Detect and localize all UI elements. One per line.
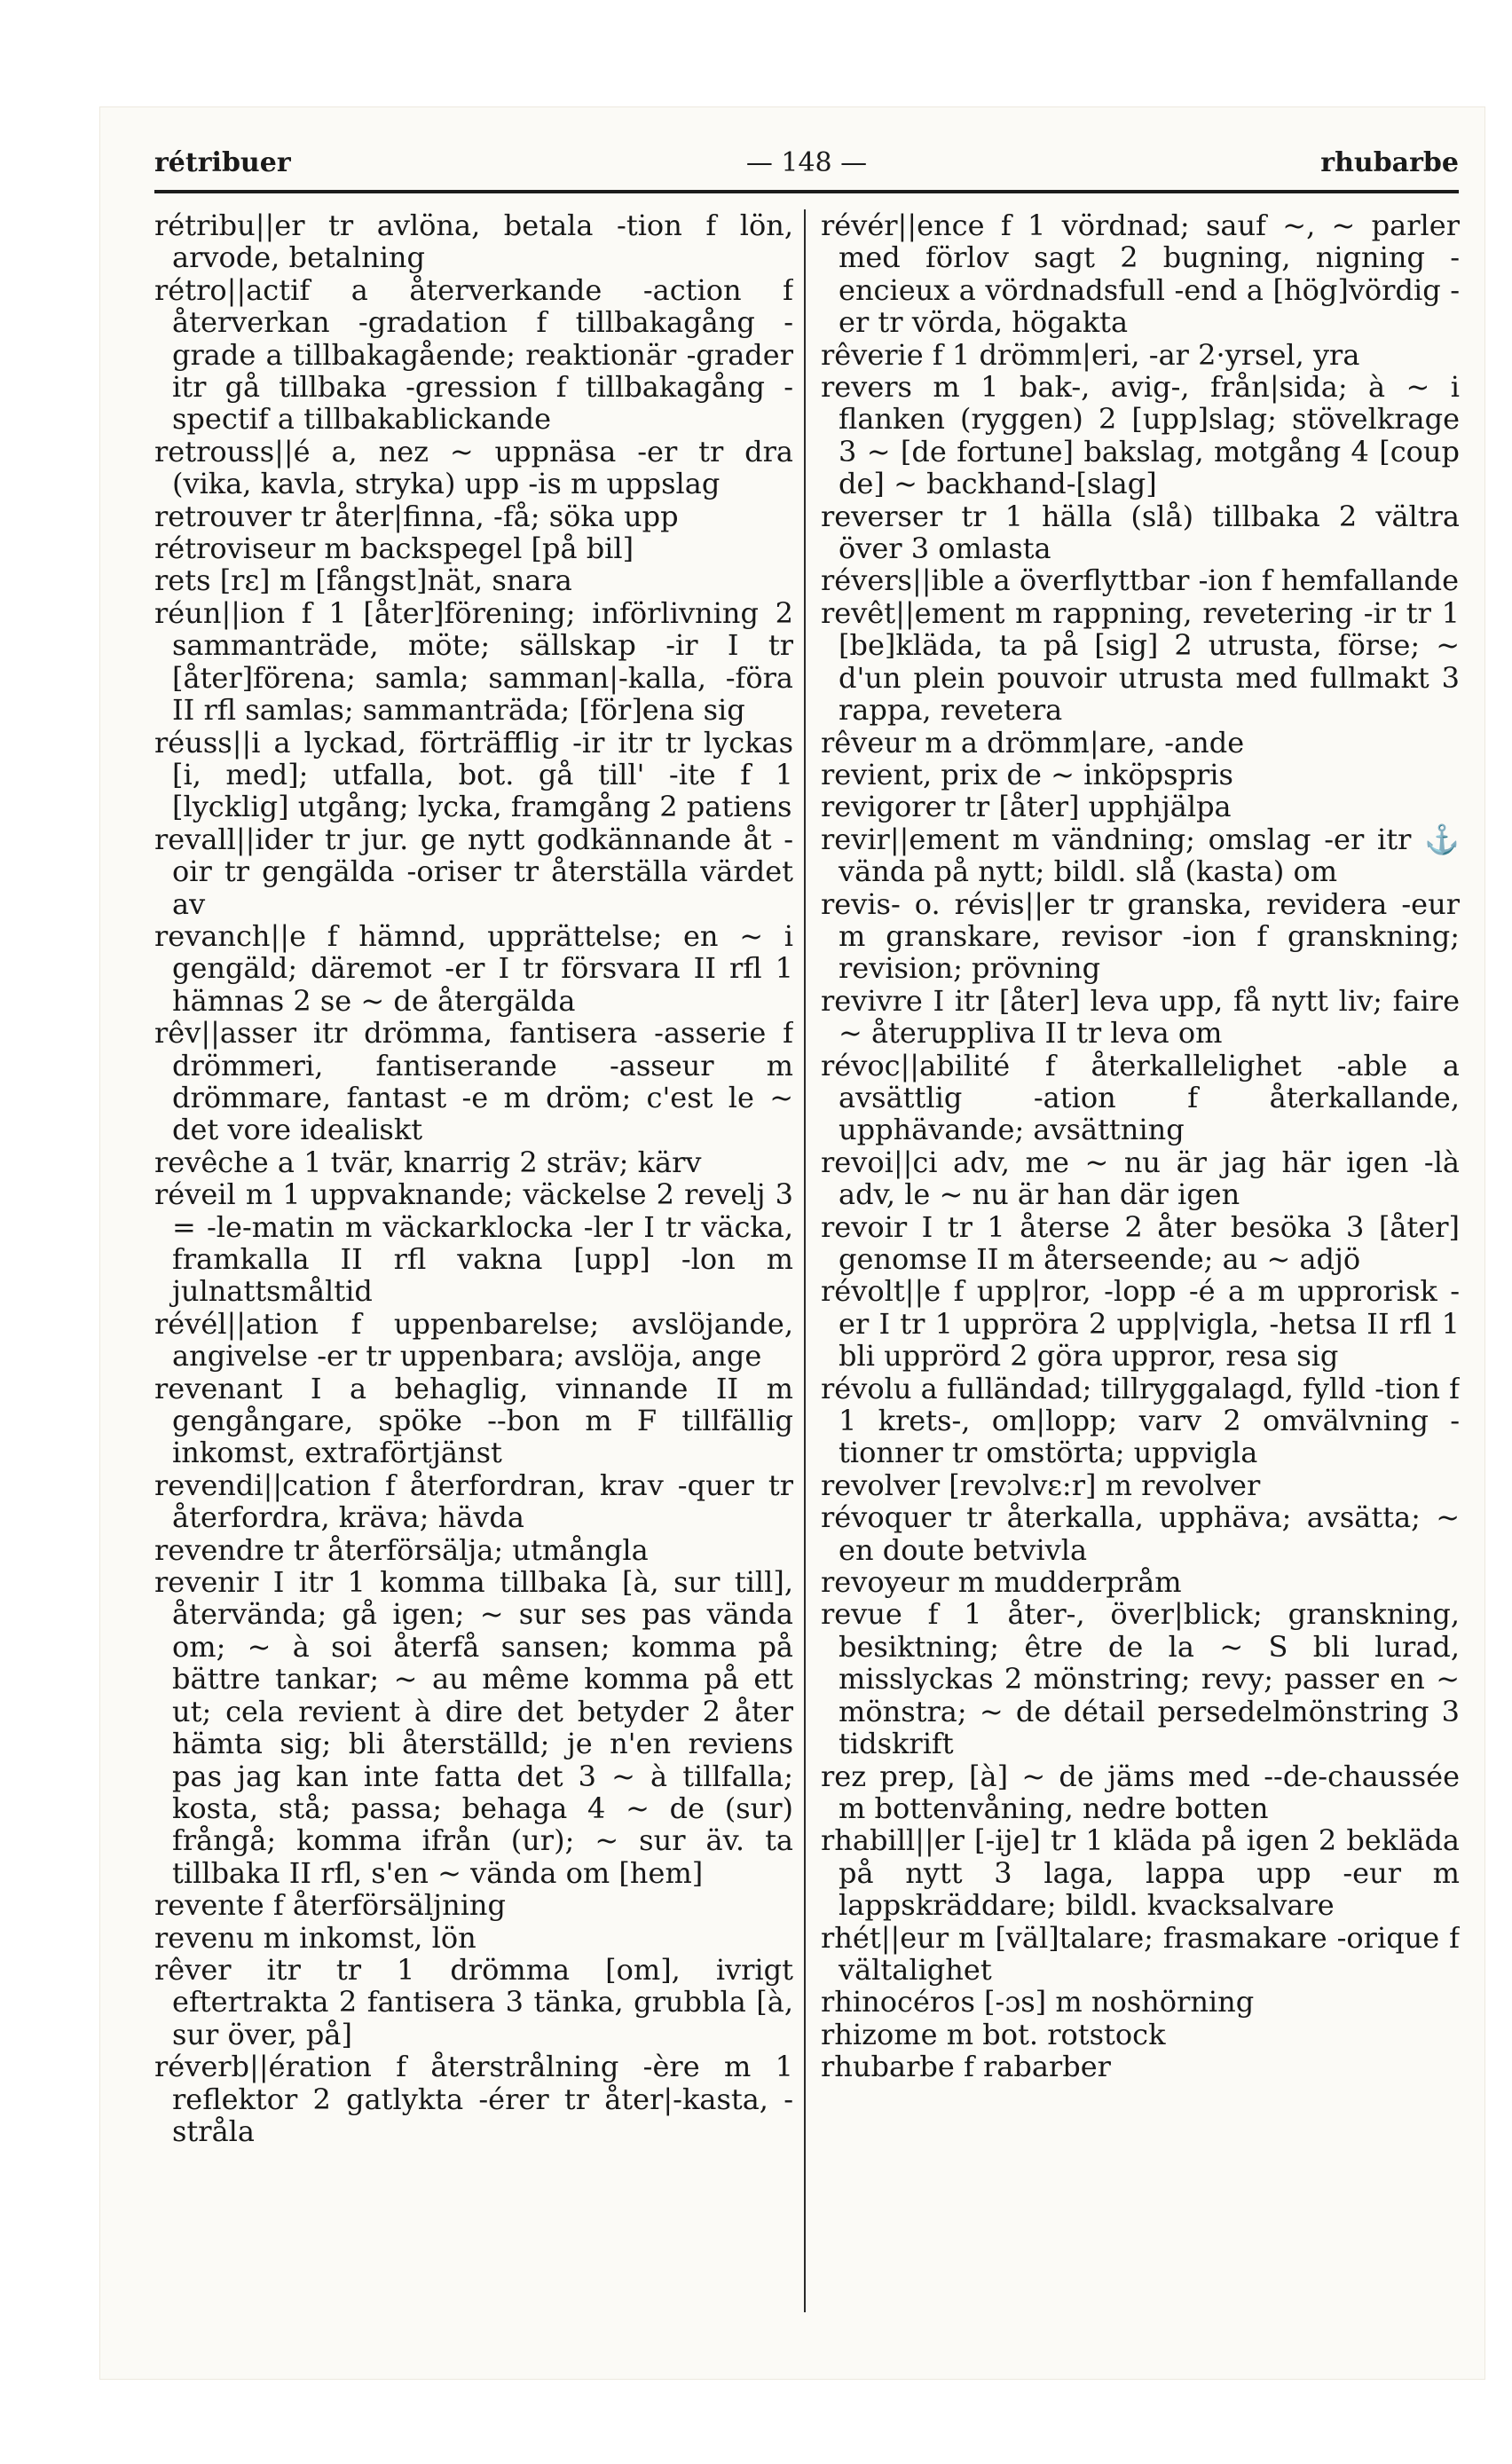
dictionary-entry: revient, prix de ~ inköpspris [821, 757, 1233, 791]
dictionary-entry: rez prep, [à] ~ de jäms med --de-chaussée m bottenvåning, nedre botten [821, 1759, 1460, 1825]
dictionary-entry: revivre I itr [åter] leva upp, få nytt liv; faire ~ återuppliva II tr leva om [821, 983, 1460, 1051]
dictionary-entry: révér||ence f 1 vördnad; sauf ~, ~ parler med förlov sagt 2 bugning, nigning -encieux a vördnadsfull -end a [hög]vördig -er tr vörda, högakta [821, 209, 1460, 340]
dictionary-entry: retrouss||é a, nez ~ uppnäsa -er tr dra (vika, kavla, stryka) upp -is m uppslag [154, 434, 793, 501]
dictionary-entry: rhizome m bot. rotstock [821, 2017, 1166, 2051]
dictionary-entry: rhét||eur m [väl]talare; frasmakare -orique f vältalighet [821, 1920, 1460, 1987]
dictionary-entry: réveil m 1 uppvaknande; väckelse 2 revelj 3 = -le-matin m väckarklocka -ler I tr väcka, framkalla II rfl vakna [upp] -lon m julnattsmåltid [154, 1177, 793, 1309]
page-header [154, 147, 1459, 186]
dictionary-entry: revoi||ci adv, me ~ nu är jag här igen -là adv, le ~ nu är han där igen [821, 1145, 1460, 1212]
dictionary-entry: réverb||ération f återstrålning -ère m 1 reflektor 2 gatlykta -érer tr åter|-kasta, -stråla [154, 2050, 793, 2148]
right-column [821, 209, 1460, 2303]
dictionary-entry: revenir I itr 1 komma tillbaka [à, sur till], återvända; gå igen; ~ sur ses pas vända om; ~ à soi återfå sansen; komma på bättre tankar; ~ au même komma på ett ut; cela revient à dire det betyder 2 åter hämta sig; bli återställd; je n'en reviens pas jag kan inte fatta det 3 ~ à tillfalla; kosta, stå; passa; behaga 4 ~ de (sur) frångå; komma ifrån (ur); ~ sur äv. ta tillbaka II rfl, s'en ~ vända om [hem] [154, 1565, 793, 1890]
dictionary-entry: revis- o. révis||er tr granska, revidera -eur m granskare, revisor -ion f granskning; revision; prövning [821, 886, 1460, 986]
dictionary-entry: revoir I tr 1 återse 2 åter besöka 3 [åter] genomse II m återseende; au ~ adjö [821, 1209, 1460, 1276]
dictionary-entry: revir||ement m vändning; omslag -er itr ⚓ vända på nytt; bildl. slå (kasta) om [821, 822, 1460, 889]
dictionary-entry: rhinocéros [-ɔs] m noshörning [821, 1985, 1255, 2019]
dictionary-entry: revenu m inkomst, lön [154, 1920, 476, 1955]
header-first-headword: rétribuer [154, 147, 291, 178]
dictionary-entry: révoquer tr återkalla, upphäva; avsätta; ~ en doute betvivla [821, 1500, 1460, 1567]
dictionary-entry: revêt||ement m rappning, revetering -ir tr 1 [be]kläda, ta på [sig] 2 utrusta, förse; ~ d'un plein pouvoir utrusta med fullmakt 3 rappa, revetera [821, 595, 1460, 728]
dictionary-entry: rhubarbe f rabarber [821, 2050, 1111, 2084]
dictionary-entry: revers m 1 bak-, avig-, från|sida; à ~ i flanken (ryggen) 2 [upp]slag; stövelkrage 3 ~ [de fortune] bakslag, motgång 4 [coup de] ~ backhand-[slag] [821, 370, 1460, 501]
dictionary-entry: revall||ider tr jur. ge nytt godkännande åt -oir tr gengälda -oriser tr återställa värdet av [154, 822, 793, 921]
dictionary-entry: revue f 1 åter-, över|blick; granskning, besiktning; être de la ~ S bli lurad, misslyckas 2 mönstring; revy; passer en ~ mönstra; ~ de détail persedelmönstring 3 tidskrift [821, 1597, 1460, 1761]
dictionary-entry: révers||ible a överflyttbar -ion f hemfallande [821, 563, 1460, 598]
dictionary-entry: revente f återförsäljning [154, 1888, 507, 1923]
dictionary-entry: revanch||e f hämnd, upprättelse; en ~ i gengäld; däremot -er I tr försvara II rfl 1 hämnas 2 se ~ de återgälda [154, 918, 793, 1018]
dictionary-entry: revenant I a behaglig, vinnande II m gengångare, spöke --bon m F tillfällig inkomst, extraförtjänst [154, 1371, 793, 1470]
dictionary-entry: révél||ation f uppenbarelse; avslöjande, angivelse -er tr uppenbara; avslöja, ange [154, 1306, 793, 1374]
dictionary-entry: rétribu||er tr avlöna, betala -tion f lön, arvode, betalning [154, 209, 793, 275]
dictionary-entry: réun||ion f 1 [åter]förening; införlivning 2 sammanträde, möte; sällskap -ir I tr [åter]förena; samla; samman|-kalla, -föra II rfl samlas; sammanträda; [för]ena sig [154, 595, 793, 728]
dictionary-entry: revêche a 1 tvär, knarrig 2 sträv; kärv [154, 1145, 702, 1179]
dictionary-entry: réuss||i a lyckad, förträfflig -ir itr tr lyckas [i, med]; utfalla, bot. gå till' -ite f 1 [lycklig] utgång; lycka, framgång 2 patiens [154, 725, 793, 824]
column-divider [804, 209, 806, 2312]
dictionary-entry: revolver [revɔlvɛ:r] m revolver [821, 1468, 1261, 1502]
left-column [154, 209, 793, 2303]
dictionary-entry: rêv||asser itr drömma, fantisera -asserie f drömmeri, fantiserande -asseur m drömmare, fantast -e m dröm; c'est le ~ det vore idealiskt [154, 1016, 793, 1147]
dictionary-entry: revendi||cation f återfordran, krav -quer tr återfordra, kräva; hävda [154, 1468, 793, 1535]
page-number: — 148 — [745, 147, 868, 178]
header-rule [154, 190, 1459, 193]
dictionary-entry: révolt||e f upp|ror, -lopp -é a m upprorisk -er I tr 1 uppröra 2 upp|vigla, -hetsa II rfl 1 bli upprörd 2 göra uppror, resa sig [821, 1274, 1460, 1374]
dictionary-entry: rétroviseur m backspegel [på bil] [154, 531, 634, 566]
dictionary-entry: rets [rɛ] m [fångst]nät, snara [154, 563, 572, 598]
dictionary-entry: retrouver tr åter|finna, -få; söka upp [154, 499, 679, 533]
dictionary-entry: rétro||actif a återverkande -action f återverkan -gradation f tillbakagång -grade a tillbakagående; reaktionär -grader itr gå tillbaka -gression f tillbakagång -spectif a tillbakablickande [154, 272, 793, 437]
dictionary-entry: rêverie f 1 drömm|eri, -ar 2·yrsel, yra [821, 337, 1360, 372]
dictionary-entry: revendre tr återförsälja; utmångla [154, 1532, 649, 1567]
dictionary-entry: rhabill||er [-ije] tr 1 kläda på igen 2 bekläda på nytt 3 laga, lappa upp -eur m lappskräddare; bildl. kvacksalvare [821, 1823, 1460, 1923]
dictionary-entry: révoc||abilité f återkallelighet -able a avsättlig -ation f återkallande, upphävande; avsättning [821, 1048, 1460, 1147]
dictionary-entry: révolu a fulländad; tillryggalagd, fylld -tion f 1 krets-, om|lopp; varv 2 omvälvning -tionner tr omstörta; uppvigla [821, 1371, 1460, 1470]
dictionary-entry: reverser tr 1 hälla (slå) tillbaka 2 vältra över 3 omlasta [821, 499, 1460, 566]
dictionary-entry: rêver itr tr 1 drömma [om], ivrigt eftertrakta 2 fantisera 3 tänka, grubbla [à, sur över, på] [154, 1952, 793, 2051]
header-last-headword: rhubarbe [1320, 147, 1459, 178]
dictionary-entry: rêveur m a drömm|are, -ande [821, 725, 1245, 760]
dictionary-entry: revigorer tr [åter] upphjälpa [821, 790, 1232, 824]
dictionary-entry: revoyeur m mudderpråm [821, 1565, 1182, 1600]
